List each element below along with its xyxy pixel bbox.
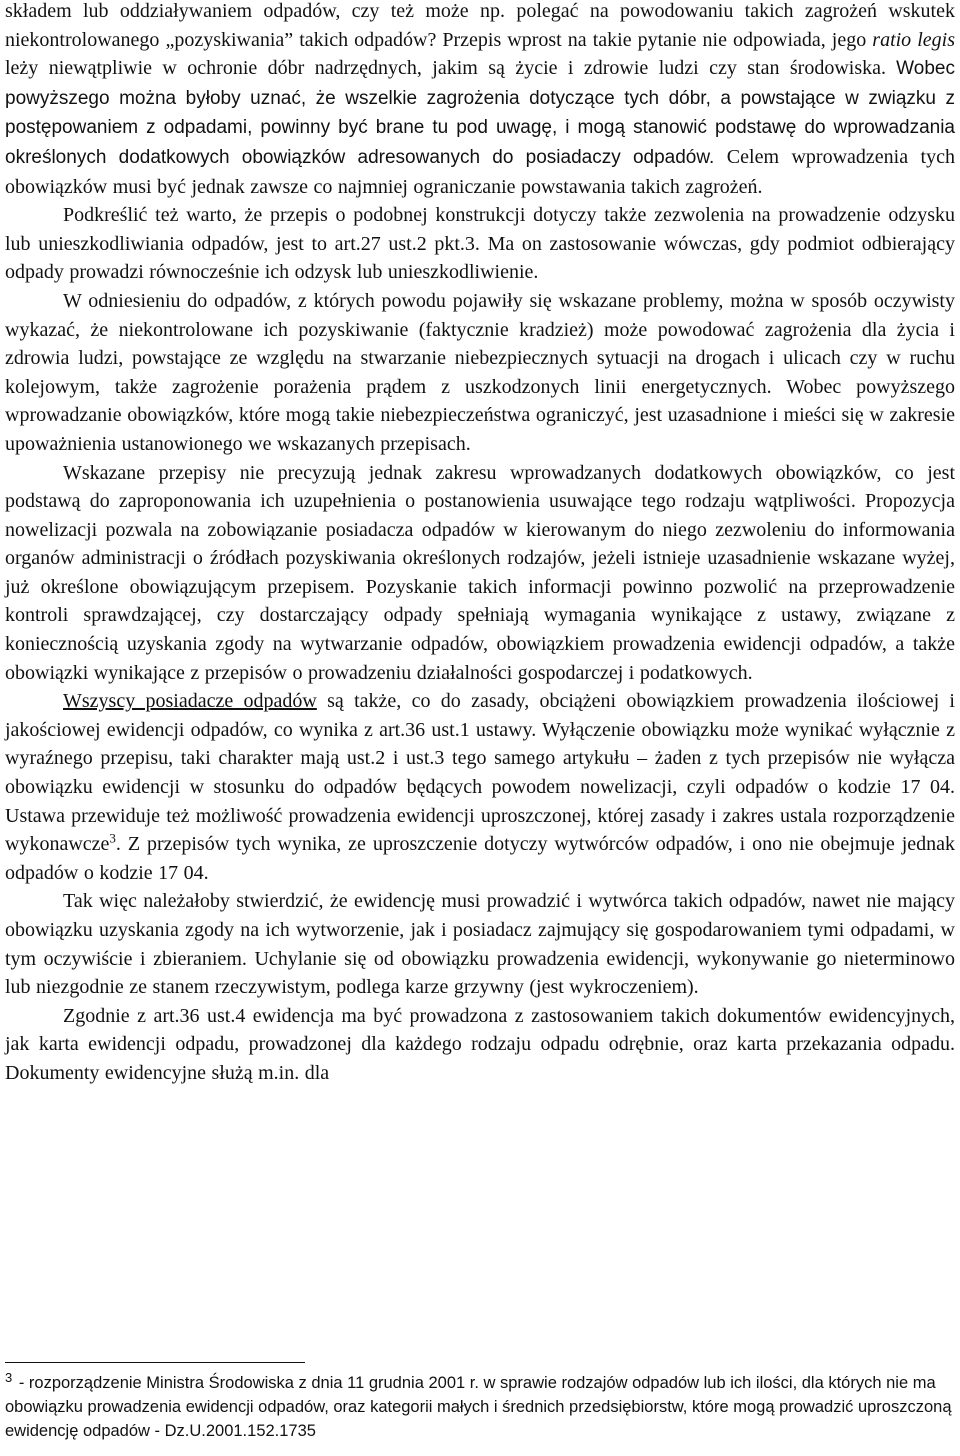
- paragraph-1-text-c: Wobec powyższego można byłoby uznać, że wszelkie zagrożenia dotyczące tych dóbr, a powstające w związku z postępowaniem z odpadami, powinny być brane tu pod uwagę, i mogą stanowić podstawę do wprowadzania określonych dodatkowych obowiązków adresowanych do posiadaczy odpadów.: [5, 58, 955, 168]
- underlined-phrase: Wszyscy posiadacze odpadów: [63, 690, 317, 713]
- paragraph-5-text-a: są także, co do zasady, obciążeni obowiązkiem prowadzenia ilościowej i jakościowej ewidencji odpadów, co wynika z art.36 ust.1 ustawy. Wyłączenie obowiązku może wynikać wyłącznie z wyraźnego przepisu, taki charakter mają ust.2 i ust.3 tego samego artykułu – żaden z tych przepisów nie wyłącza obowiązku ewidencji w stosunku do odpadów będących powodem nowelizacji, czyli odpadów o kodzie 17 04. Ustawa przewiduje też możliwość prowadzenia ewidencji uproszczonej, której zasady i zakres ustala rozporządzenie wykonawcze: [5, 690, 955, 856]
- paragraph-7: Zgodnie z art.36 ust.4 ewidencja ma być prowadzona z zastosowaniem takich dokumentów ewidencyjnych, jak karta ewidencji odpadu, prowadzonej dla każdego rodzaju odpadu odrębnie, oraz karta przekazania odpadu. Dokumenty ewidencyjne służą m.in. dla: [5, 1004, 955, 1084]
- paragraph-2: Podkreślić też warto, że przepis o podobnej konstrukcji dotyczy także zezwolenia na prowadzenie odzysku lub unieszkodliwiania odpadów, jest to art.27 ust.2 pkt.3. Ma on zastosowanie wówczas, gdy podmiot odbierający odpady prowadzi równocześnie ich odzysk lub unieszkodliwienie.: [5, 204, 955, 284]
- paragraph-1-text-b: leży niewątpliwie w ochronie dóbr nadrzędnych, jakim są życie i zdrowie ludzi czy stan środowiska.: [5, 57, 886, 80]
- paragraph-1-text-d: Celem wprowadzenia tych obowiązków musi być jednak zawsze co najmniej ograniczanie powstawania takich zagrożeń.: [5, 145, 955, 198]
- paragraph-4: Wskazane przepisy nie precyzują jednak zakresu wprowadzanych dodatkowych obowiązków, co jest podstawą do zaproponowania ich uzupełnienia o postanowienia usuwające tego rodzaju wątpliwości. Propozycja nowelizacji pozwala na zobowiązanie posiadacza odpadów w kierowanym do niego zezwoleniu do informowania organów administracji o źródłach pozyskiwania określonych rodzajów, jeżeli istnieje uzasadnienie wskazane wyżej, już określone obowiązującym przepisem. Pozyskanie takich informacji powinno pozwolić na przeprowadzenie kontroli sprawdzającej, czy dostarczający odpady spełniają wymagania wynikające z ustawy, związane z koniecznością uzyskania zgody na wytwarzanie odpadów, obowiązkiem prowadzenia ewidencji odpadów, a także obowiązki wynikające z przepisów o prowadzeniu działalności gospodarczej i podatkowych.: [5, 461, 955, 684]
- footnote-number: 3: [5, 1370, 13, 1385]
- paragraph-5-text-b: . Z przepisów tych wynika, ze uproszczenie dotyczy wytwórców odpadów, i ono nie obejmuje jednak odpadów o kodzie 17 04.: [5, 833, 955, 884]
- footnote-separator: [5, 1362, 305, 1363]
- paragraph-6: Tak więc należałoby stwierdzić, że ewidencję musi prowadzić i wytwórca takich odpadów, nawet nie mający obowiązku uzyskania zgody na ich wytworzenie, jak i posiadacz zajmujący się gospodarowaniem tymi odpadami, w tym oczywiście i zbieraniem. Uchylanie się od obowiązku prowadzenia ewidencji, wykonywanie go nieterminowo lub niezgodnie ze stanem rzeczywistym, podlega karze grzywny (jest wykroczeniem).: [5, 890, 955, 999]
- footnote-reference[interactable]: 3: [109, 830, 116, 846]
- paragraph-5: [5, 687, 955, 887]
- paragraph-1: [5, 0, 955, 201]
- paragraph-1-text-a: składem lub oddziaływaniem odpadów, czy też może np. polegać na powodowaniu takich zagrożeń wskutek niekontrolowanego „pozyskiwania” takich odpadów? Przepis wprost na takie pytanie nie odpowiada, jego: [5, 0, 955, 51]
- ratio-legis-italic: ratio legis: [872, 28, 955, 51]
- paragraph-3: W odniesieniu do odpadów, z których powodu pojawiły się wskazane problemy, można w sposób oczywisty wykazać, że niekontrolowane ich pozyskiwanie (faktycznie kradzież) może powodować zagrożenia dla życia i zdrowia ludzi, powstające ze względu na stwarzanie niebezpiecznych sytuacji na drogach i ulicach czy w ruchu kolejowym, także zagrożenie porażenia prądem z uszkodzonych linii energetycznych. Wobec powyższego wprowadzanie obowiązków, które mogą takie niebezpieczeństwa ograniczyć, jest uzasadnione i mieści się w zakresie upoważnienia ustanowionego we wskazanych przepisach.: [5, 289, 955, 455]
- footnote: [5, 1371, 955, 1443]
- footnote-text: - rozporządzenie Ministra Środowiska z dnia 11 grudnia 2001 r. w sprawie rodzajów odpadów lub ich ilości, dla których nie ma obowiązku prowadzenia ewidencji odpadów, oraz kategorii małych i średnich przedsiębiorstw, które mogą prowadzić uproszczoną ewidencję odpadów - Dz.U.2001.152.1735: [5, 1374, 952, 1440]
